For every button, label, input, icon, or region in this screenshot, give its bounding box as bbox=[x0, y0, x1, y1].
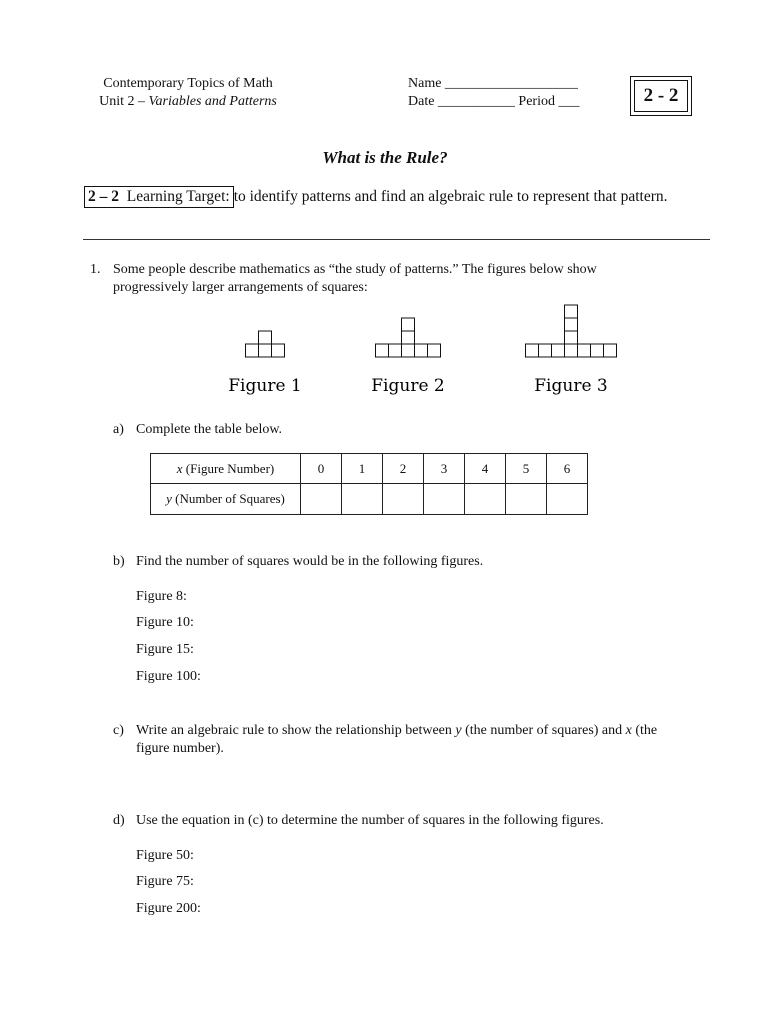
figure-3-square bbox=[591, 344, 604, 357]
learning-target-label-box bbox=[84, 186, 234, 208]
part-a-letter: a) bbox=[113, 422, 124, 437]
lesson-code-box bbox=[630, 76, 692, 116]
part-b-item: Figure 15: bbox=[136, 642, 194, 657]
figure-2-square bbox=[402, 344, 415, 357]
part-c bbox=[113, 722, 713, 762]
figure-3-square bbox=[578, 344, 591, 357]
figure-2-square bbox=[376, 344, 389, 357]
figure-1-square bbox=[259, 331, 272, 344]
course-name: Contemporary Topics of Math bbox=[103, 76, 273, 91]
row-header-x: x (Figure Number) bbox=[151, 454, 301, 484]
part-c-text: Write an algebraic rule to show the relationship between y (the number of squares) and x (the figure number). bbox=[136, 723, 658, 756]
figure-3-square bbox=[565, 318, 578, 331]
row-header-y: y (Number of Squares) bbox=[151, 484, 301, 515]
figure-table bbox=[150, 453, 588, 515]
part-d-item: Figure 200: bbox=[136, 901, 201, 916]
figure-2-label: Figure 2 bbox=[371, 376, 445, 396]
table-cell-header: 4 bbox=[465, 454, 506, 484]
answer-cell[interactable] bbox=[342, 484, 383, 515]
part-b-letter: b) bbox=[113, 554, 125, 569]
divider bbox=[83, 239, 710, 240]
answer-cell[interactable] bbox=[465, 484, 506, 515]
name-line: Name ___________________ bbox=[408, 76, 578, 91]
table-cell-header: 2 bbox=[383, 454, 424, 484]
table-cell-header: 5 bbox=[506, 454, 547, 484]
part-d-letter: d) bbox=[113, 813, 125, 828]
figure-1-square bbox=[259, 344, 272, 357]
table-cell-header: 0 bbox=[301, 454, 342, 484]
unit-prefix: Unit 2 – bbox=[99, 94, 149, 109]
answer-cell[interactable] bbox=[547, 484, 588, 515]
part-d-item: Figure 50: bbox=[136, 848, 194, 863]
lesson-code: 2 - 2 bbox=[634, 80, 688, 112]
figure-2-square bbox=[402, 331, 415, 344]
part-b-item: Figure 10: bbox=[136, 615, 194, 630]
learning-target bbox=[84, 186, 668, 208]
table-row bbox=[151, 454, 588, 484]
course-header bbox=[88, 75, 288, 111]
figure-1-label: Figure 1 bbox=[228, 376, 302, 396]
learning-target-text: to identify patterns and find an algebraic rule to represent that pattern. bbox=[233, 188, 668, 205]
figure-3-square bbox=[565, 344, 578, 357]
answer-cell[interactable] bbox=[383, 484, 424, 515]
part-b-item: Figure 8: bbox=[136, 589, 187, 604]
figure-3-square bbox=[539, 344, 552, 357]
figure-3-square bbox=[565, 305, 578, 318]
part-d-text: Use the equation in (c) to determine the number of squares in the following figures. bbox=[136, 813, 604, 828]
figure-2-square bbox=[428, 344, 441, 357]
question-text: Some people describe mathematics as “the study of patterns.” The figures below show progressively larger arrangements of squares: bbox=[113, 262, 597, 295]
figure-2-square bbox=[389, 344, 402, 357]
answer-cell[interactable] bbox=[424, 484, 465, 515]
learning-target-id: 2 – 2 bbox=[88, 188, 119, 205]
part-b-item: Figure 100: bbox=[136, 669, 201, 684]
figure-3-label: Figure 3 bbox=[534, 376, 608, 396]
question-number: 1. bbox=[90, 262, 101, 277]
figure-2-square bbox=[402, 318, 415, 331]
table-cell-header: 6 bbox=[547, 454, 588, 484]
figure-3-square bbox=[604, 344, 617, 357]
part-a bbox=[113, 421, 713, 441]
answer-cell[interactable] bbox=[506, 484, 547, 515]
table-cell-header: 1 bbox=[342, 454, 383, 484]
figure-3-square bbox=[526, 344, 539, 357]
figure-1-square bbox=[246, 344, 259, 357]
date-period-line: Date ___________ Period ___ bbox=[408, 94, 580, 109]
part-c-letter: c) bbox=[113, 723, 124, 738]
answer-cell[interactable] bbox=[301, 484, 342, 515]
figure-3-square bbox=[565, 331, 578, 344]
unit-title: Variables and Patterns bbox=[148, 94, 277, 109]
learning-target-label: Learning Target: bbox=[126, 188, 230, 205]
table-cell-header: 3 bbox=[424, 454, 465, 484]
page-title: What is the Rule? bbox=[322, 148, 448, 167]
figures-illustration bbox=[0, 295, 770, 400]
part-b bbox=[113, 553, 713, 573]
figure-1-square bbox=[272, 344, 285, 357]
part-b-text: Find the number of squares would be in the following figures. bbox=[136, 554, 484, 569]
part-d-item: Figure 75: bbox=[136, 874, 194, 889]
table-row bbox=[151, 484, 588, 515]
part-d bbox=[113, 812, 713, 832]
unit-line bbox=[88, 93, 288, 111]
part-a-text: Complete the table below. bbox=[136, 422, 283, 437]
figure-2-square bbox=[415, 344, 428, 357]
figure-3-square bbox=[552, 344, 565, 357]
student-info bbox=[408, 75, 579, 111]
